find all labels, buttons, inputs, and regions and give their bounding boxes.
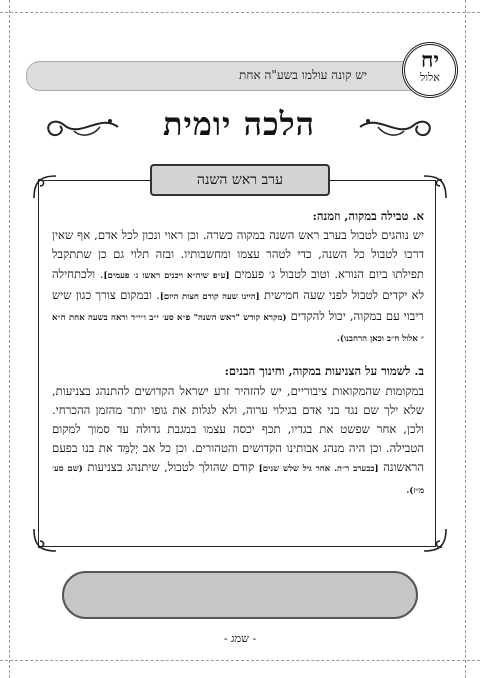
source-note: (שם סע׳ מ״ז). — [52, 464, 424, 496]
paragraph-1-text: . ובמקום צורך כגון שיש ריבוי עם במקוה, יכול להקדים — [52, 287, 425, 324]
paragraph-1-text: . ולכתחילה לא יקדים לטבול לפני שעה חמישית — [52, 266, 424, 302]
corner-ornament-icon — [420, 525, 450, 555]
date-month: אלול — [420, 71, 440, 84]
title-banner — [40, 103, 438, 153]
crop-line-top — [0, 12, 480, 13]
source-note: [כבערב ר״ה. אחר גיל שלש שנים] — [258, 464, 379, 475]
header-text: יש קונה עולמו בשע"ה אחת — [239, 68, 367, 82]
paragraph-gap — [52, 349, 424, 362]
corner-ornament-icon — [30, 172, 60, 202]
corner-ornament-icon — [30, 525, 60, 555]
source-note: (מקרא קודש "ראש השנה" פ״א סע׳ י״ב ו״י״ד וראה בשעה אחת ח״א ״ אלול ח״ב וכאן הרחבנו). — [52, 313, 424, 345]
crop-line-left — [9, 0, 10, 678]
paragraph-2 — [52, 362, 424, 500]
paragraph-1-heading: א. טבילה במקוה, וזמנה: — [312, 209, 424, 223]
date-day: יח — [421, 47, 439, 72]
paragraph-2-text: קודם שהולך לטבול, שיתנהג בצניעות — [87, 460, 259, 475]
crop-line-right — [465, 0, 466, 678]
section-title-box — [150, 164, 330, 196]
halacha-body — [52, 207, 424, 501]
page-title: הלכה יומית — [162, 105, 315, 143]
paragraph-2-text: במקומות שהמקואות ציבוריים, יש להזהיר זרע ישראל הקדושים להתנהג בצניעות, שלא ילך שם נגד בני אדם בגילוי ערוה, ולא לגלות את גופו יותר מהזמן ההכרחי. ולכן, אחר שפשט את בגדיו, תכף יכסה עצמו במגבת גדולה עד סמוך למקום הטבילה. וכן היה מנהג אבותינו הקדושים והטהורים. וכן כל אב יְלַמֵּד את בנו בפעם הראשונה — [52, 383, 425, 475]
bottom-banner — [62, 571, 418, 619]
flourish-right-icon — [358, 109, 438, 145]
paragraph-1 — [52, 207, 424, 349]
paragraph-1-text: יש נוהגים לטבול בערב ראש השנה במקוה כשרה. וכן ראוי ונכון לכל אדם, אף שאין דרכו לטבול כל השנה, כדי לטהר עצמו ומחשבותיו. ובזה תלוי גם כן שתתקבל תפילתו ביום הנורא. וטוב לטבול ג׳ פעמים — [52, 228, 424, 281]
paragraph-2-heading: ב. לשמור על הצניעות במקוה, וחינוך הבנים: — [224, 364, 424, 379]
source-note: [היינו שעה קודם חצות היום] — [159, 291, 260, 302]
source-note: [ע״פ שיה״א ויכנים ראשו ג׳ פעמים] — [103, 270, 230, 281]
page-number: - שמג - — [223, 632, 257, 645]
section-title: ערב ראש השנה — [196, 172, 284, 188]
date-badge — [402, 42, 458, 98]
header-bar — [26, 61, 444, 91]
crop-line-bottom — [0, 660, 480, 661]
corner-ornament-icon — [420, 172, 450, 202]
